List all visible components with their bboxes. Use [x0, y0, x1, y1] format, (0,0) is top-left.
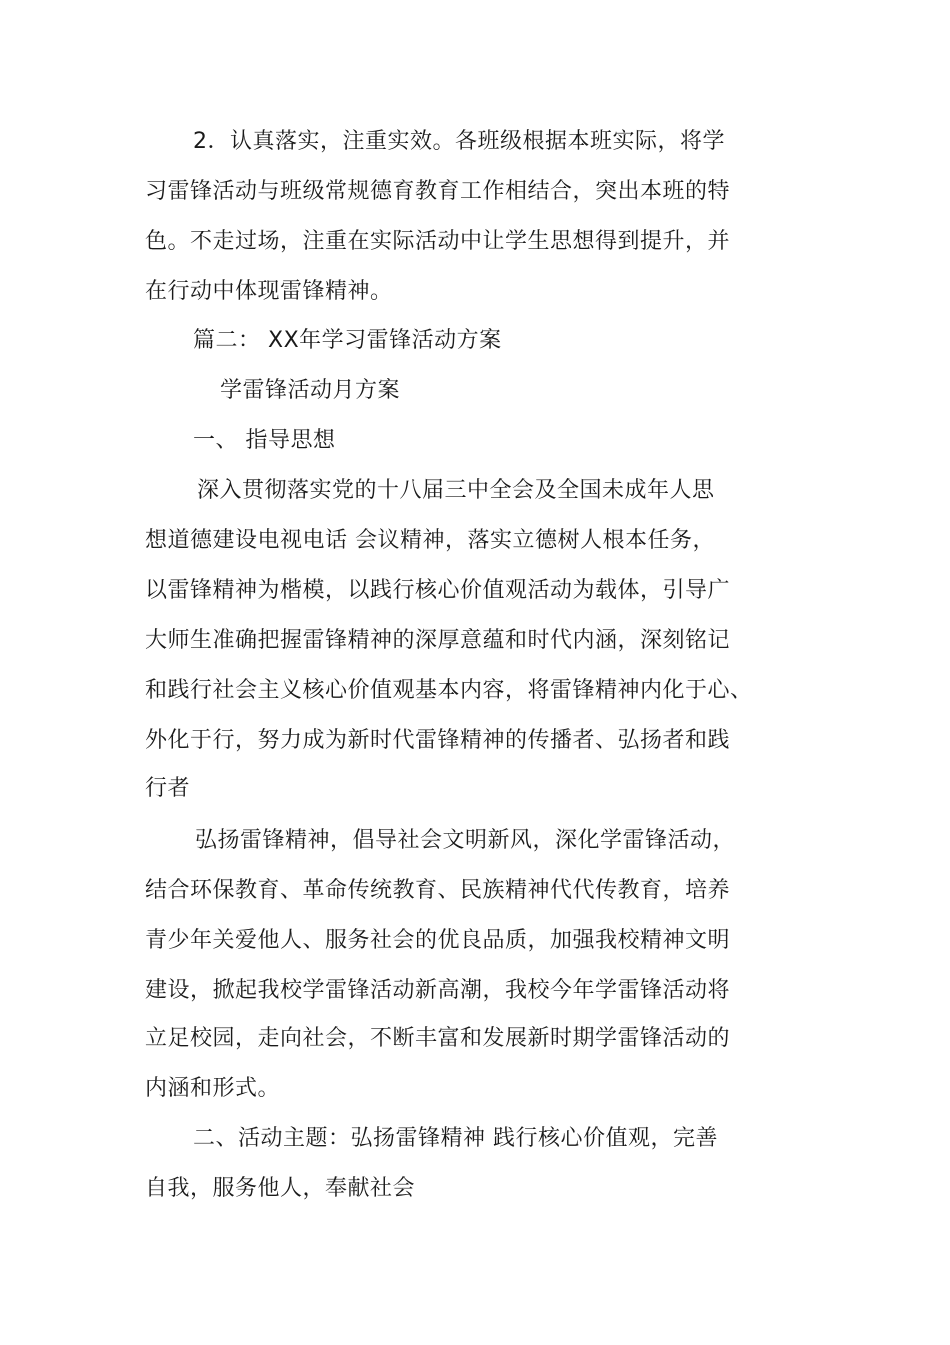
paragraph-line: 行者	[145, 776, 191, 801]
paragraph-line: 青少年关爱他人、服务社会的优良品质，加强我校精神文明	[145, 928, 731, 953]
paragraph-line: 在行动中体现雷锋精神。	[145, 279, 393, 304]
document-subtitle: 学雷锋活动月方案	[220, 378, 401, 403]
paragraph-line: 大师生准确把握雷锋精神的深厚意蕴和时代内涵，深刻铭记	[145, 628, 731, 653]
paragraph-line: 结合环保教育、革命传统教育、民族精神代代传教育，培养	[145, 878, 731, 903]
paragraph-line: 色。不走过场，注重在实际活动中让学生思想得到提升，并	[145, 229, 731, 254]
paragraph-line: 2．认真落实，注重实效。各班级根据本班实际，将学	[193, 129, 725, 154]
paragraph-line: 以雷锋精神为楷模，以践行核心价值观活动为载体，引导广	[145, 578, 731, 603]
paragraph-line: 立足校园，走向社会，不断丰富和发展新时期学雷锋活动的	[145, 1026, 731, 1051]
paragraph-line: 内涵和形式。	[145, 1076, 281, 1101]
paragraph-line: 习雷锋活动与班级常规德育教育工作相结合，突出本班的特	[145, 179, 731, 204]
paragraph-line: 外化于行，努力成为新时代雷锋精神的传播者、弘扬者和践	[145, 728, 731, 753]
section-heading: 二、活动主题：弘扬雷锋精神 践行核心价值观，完善	[193, 1126, 718, 1151]
paragraph-line: 想道德建设电视电话 会议精神，落实立德树人根本任务，	[145, 528, 715, 553]
paragraph-line: 弘扬雷锋精神，倡导社会文明新风，深化学雷锋活动，	[195, 828, 736, 853]
paragraph-line: 深入贯彻落实党的十八届三中全会及全国未成年人思	[197, 478, 715, 503]
paragraph-line: 和践行社会主义核心价值观基本内容，将雷锋精神内化于心、	[145, 678, 753, 703]
section-heading: 一、 指导思想	[193, 428, 336, 453]
paragraph-line: 建设，掀起我校学雷锋活动新高潮，我校今年学雷锋活动将	[145, 978, 731, 1003]
paragraph-line: 自我，服务他人，奉献社会	[145, 1176, 416, 1201]
section-heading: 篇二： XX年学习雷锋活动方案	[193, 328, 502, 353]
